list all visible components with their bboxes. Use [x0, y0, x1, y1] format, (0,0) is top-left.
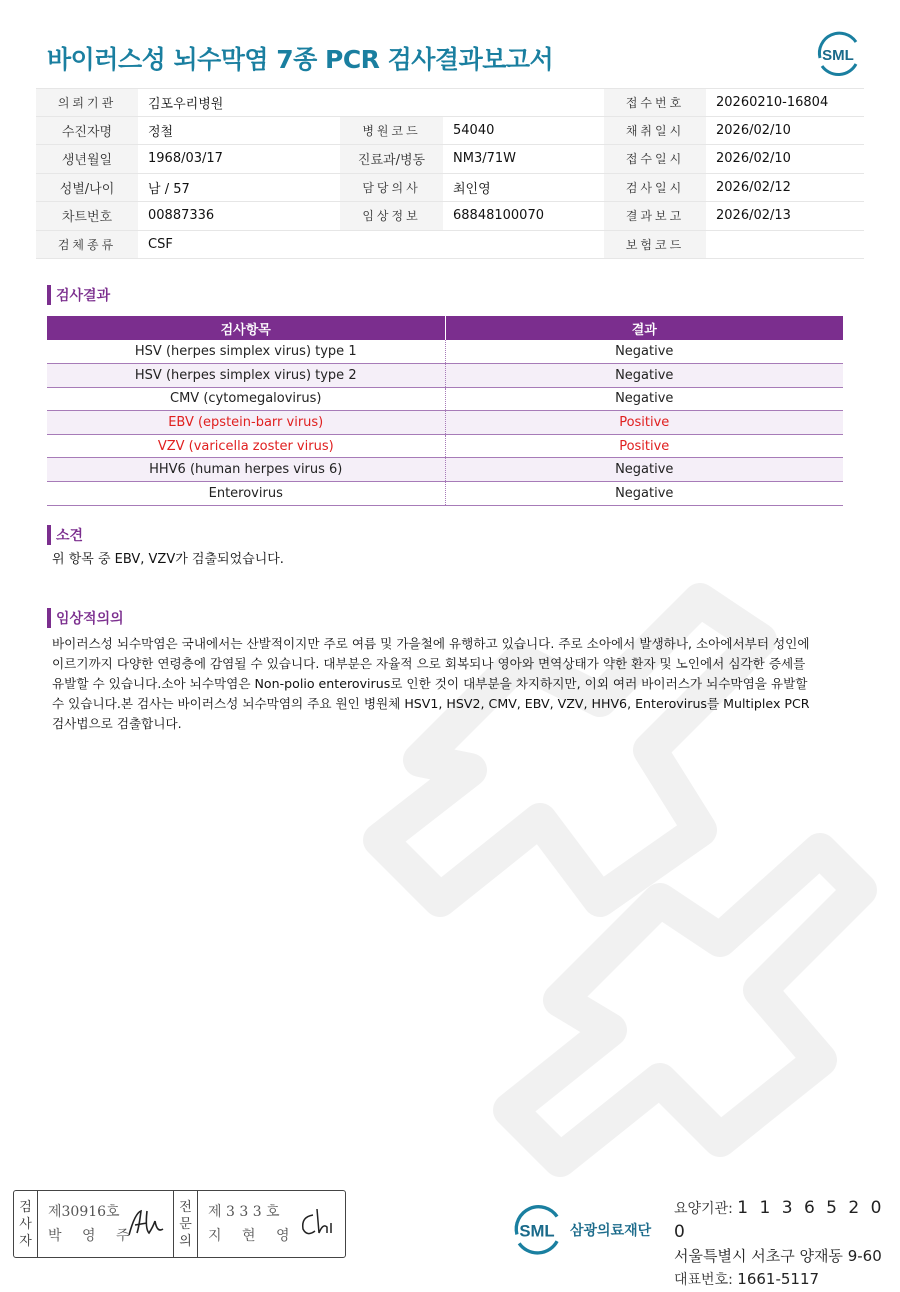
info-label: 진료과/병동	[340, 145, 443, 173]
info-row	[36, 145, 864, 174]
footer-info	[674, 1197, 900, 1292]
info-value: 최인영	[453, 181, 491, 197]
section-bar	[47, 285, 51, 305]
info-label: 접수번호	[604, 89, 706, 116]
clinical-line: 유발할 수 있습니다.소아 뇌수막염은 Non-polio enterovirus로 인한 것이 대부분을 차지하지만, 이외 여러 바이러스가 뇌수막염을 유발할	[52, 676, 808, 691]
result-item: HSV (herpes simplex virus) type 1	[47, 340, 445, 364]
specialist-license: 제 3 3 3 호	[208, 1204, 280, 1220]
info-label: 병원코드	[340, 117, 443, 145]
section-bar	[47, 525, 51, 545]
examiner-label	[14, 1191, 38, 1257]
result-value: Negative	[445, 364, 843, 388]
examiner-signature	[125, 1203, 165, 1243]
info-label	[340, 89, 443, 116]
footer-code-line	[674, 1197, 900, 1245]
specialist-name: 지 현 영	[208, 1228, 298, 1244]
phone-value: 1661-5117	[737, 1270, 820, 1288]
specialist-label-char: 문	[179, 1216, 192, 1232]
result-value: Positive	[445, 411, 843, 435]
specialist-label-char: 의	[179, 1233, 192, 1249]
findings-text: 위 항목 중 EBV, VZV가 검출되었습니다.	[52, 552, 284, 567]
table-row	[47, 458, 843, 482]
col-header-item: 검사항목	[47, 316, 445, 340]
result-item: HHV6 (human herpes virus 6)	[47, 458, 445, 482]
footer-logo	[508, 1200, 664, 1260]
info-value: 68848100070	[453, 208, 544, 224]
result-value: Positive	[445, 434, 843, 458]
result-value: Negative	[445, 458, 843, 482]
signature-stamp	[13, 1190, 346, 1258]
code-value: 1 1 3 6 5 2 0 0	[674, 1198, 885, 1242]
info-label: 의뢰기관	[36, 89, 138, 116]
table-row	[47, 411, 843, 435]
specialist-block	[198, 1191, 345, 1257]
examiner-block	[38, 1191, 174, 1257]
results-heading	[47, 285, 110, 305]
info-value: 김포우리병원	[148, 96, 224, 112]
examiner-label-char: 검	[19, 1199, 32, 1215]
info-label: 검사일시	[604, 174, 706, 202]
table-row	[47, 364, 843, 388]
table-row	[47, 482, 843, 506]
footer-address: 서울특별시 서초구 양재동 9-60	[674, 1247, 882, 1265]
results-heading-text: 검사결과	[56, 288, 111, 304]
specialist-label-char: 전	[179, 1199, 192, 1215]
clinical-heading	[47, 608, 124, 628]
examiner-license: 제30916호	[48, 1204, 120, 1220]
table-row	[47, 340, 843, 364]
clinical-line: 바이러스성 뇌수막염은 국내에서는 산발적이지만 주로 여름 및 가을철에 유행하고 있습니다. 주로 소아에서 발생하나, 소아에서부터 성인에	[52, 636, 810, 651]
info-value: 1968/03/17	[148, 151, 223, 167]
results-table	[47, 316, 843, 506]
clinical-heading-text: 임상적의의	[56, 611, 124, 627]
info-label: 결과보고	[604, 202, 706, 230]
table-row	[47, 434, 843, 458]
result-item: HSV (herpes simplex virus) type 2	[47, 364, 445, 388]
result-item: CMV (cytomegalovirus)	[47, 387, 445, 411]
info-value: 정철	[148, 124, 174, 140]
footer-logo-text: SML	[519, 1221, 555, 1241]
clinical-text	[52, 634, 810, 734]
section-bar	[47, 608, 51, 628]
examiner-name: 박 영 주	[48, 1228, 138, 1244]
clinical-line: 수 있습니다.본 검사는 바이러스성 뇌수막염의 주요 원인 병원체 HSV1, HSV2, CMV, EBV, VZV, HHV6, Enterovirus를 Multiplex PCR	[52, 696, 810, 711]
page-title: 바이러스성 뇌수막염 7종 PCR 검사결과보고서	[47, 45, 554, 74]
info-label	[340, 231, 443, 259]
result-value: Negative	[445, 387, 843, 411]
info-label: 접수일시	[604, 145, 706, 173]
info-label: 성별/나이	[36, 174, 138, 202]
info-label: 생년월일	[36, 145, 138, 173]
clinical-line: 검사법으로 검출합니다.	[52, 716, 182, 731]
info-label: 검체종류	[36, 231, 138, 259]
examiner-label-char: 사	[19, 1216, 32, 1232]
info-row	[36, 231, 864, 260]
result-item: VZV (varicella zoster virus)	[47, 434, 445, 458]
info-label: 수진자명	[36, 117, 138, 145]
result-value: Negative	[445, 340, 843, 364]
info-value: 남 / 57	[148, 181, 190, 197]
info-value	[443, 231, 604, 259]
info-row	[36, 174, 864, 203]
specialist-label	[174, 1191, 198, 1257]
info-value: 2026/02/12	[716, 179, 791, 195]
result-item: Enterovirus	[47, 482, 445, 506]
info-label: 차트번호	[36, 202, 138, 230]
org-name: 삼광의료재단	[570, 1223, 652, 1239]
footer-phone-line	[674, 1268, 900, 1292]
info-value	[443, 89, 604, 116]
info-value	[706, 231, 864, 259]
info-row	[36, 117, 864, 146]
logo-text: SML	[822, 47, 854, 64]
examiner-label-char: 자	[19, 1233, 32, 1249]
phone-label: 대표번호:	[674, 1272, 733, 1288]
info-label: 임상정보	[340, 202, 443, 230]
info-value: 20260210-16804	[716, 94, 829, 110]
info-value: 2026/02/10	[716, 122, 791, 138]
info-value: 2026/02/13	[716, 208, 791, 224]
info-value: 00887336	[148, 208, 215, 224]
result-value: Negative	[445, 482, 843, 506]
code-label: 요양기관:	[674, 1201, 733, 1217]
patient-info-table	[36, 88, 864, 259]
info-label: 담당의사	[340, 174, 443, 202]
info-value: NM3/71W	[453, 151, 516, 167]
results-header-row	[47, 316, 843, 340]
col-header-result: 결과	[445, 316, 843, 340]
info-value: 54040	[453, 122, 495, 138]
info-row	[36, 202, 864, 231]
info-row	[36, 88, 864, 117]
findings-heading-text: 소견	[56, 528, 84, 544]
sml-logo-icon	[812, 28, 864, 80]
table-row	[47, 387, 843, 411]
info-value: 2026/02/10	[716, 151, 791, 167]
clinical-line: 이르기까지 다양한 연령층에 감염될 수 있습니다. 대부분은 자율적 으로 회복되나 영아와 면역상태가 약한 환자 및 노인에서 심각한 증세를	[52, 656, 806, 671]
specialist-signature	[297, 1203, 337, 1243]
result-item: EBV (epstein-barr virus)	[47, 411, 445, 435]
info-label: 보험코드	[604, 231, 706, 259]
sml-logo-icon	[508, 1201, 566, 1259]
info-label: 채취일시	[604, 117, 706, 145]
findings-heading	[47, 525, 83, 545]
info-value: CSF	[148, 236, 173, 252]
